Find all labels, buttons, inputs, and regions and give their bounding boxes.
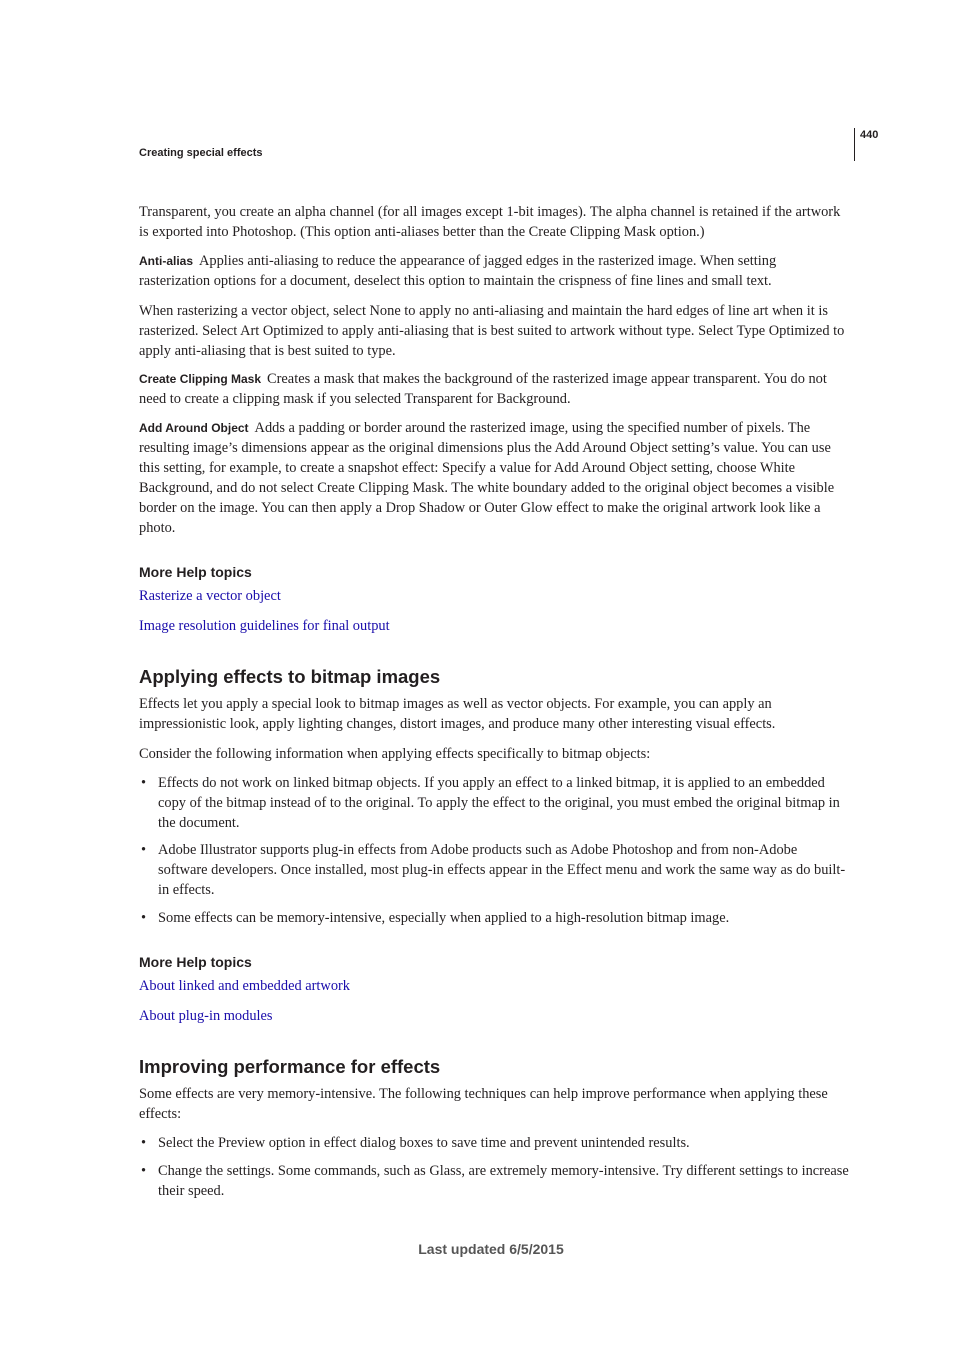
bitmap-bullet-list-2 (139, 840, 849, 900)
clipping-mask-definition (139, 369, 849, 409)
definition-text: Adds a padding or border around the rasterized image, using the specified number of pixels. The resulting image’s dimensions appear as the original dimensions plus the Add Around Object setting’s value. You can use this setting, for example, to create a snapshot effect: Specify a value for Add Around Object setting, choose White Background, and do not select Create Clipping Mask. The white boundary added to the original object becomes a visible border on the image. You can then apply a Drop Shadow or Outer Glow effect to make the original artwork look like a photo. (139, 420, 835, 536)
paragraph-text: Some effects are very memory-intensive. The following techniques can help improve performance when applying these effects: (139, 1086, 828, 1122)
page-number: 440 (860, 129, 879, 141)
bullet-glyph: • (141, 910, 147, 926)
performance-bullet-list-2 (139, 1161, 849, 1201)
bullet-glyph: • (141, 842, 147, 858)
bullet-glyph: • (141, 775, 147, 791)
header-divider (854, 128, 855, 161)
list-item-text: Some effects can be memory-intensive, especially when applied to a high-resolution bitmap image. (158, 910, 730, 926)
term-anti-alias: Anti-alias (139, 254, 194, 268)
definition-text: Creates a mask that makes the background of the rasterized image appear transparent. You do not need to create a clipping mask if you selected Transparent for Background. (139, 371, 827, 407)
link-image-resolution-guidelines[interactable]: Image resolution guidelines for final output (139, 618, 390, 634)
list-item-text: Change the settings. Some commands, such as Glass, are extremely memory-intensive. Try different settings to increase their speed. (158, 1163, 849, 1199)
bullet-glyph: • (141, 1163, 147, 1179)
term-create-clipping-mask: Create Clipping Mask (139, 372, 262, 386)
link-linked-embedded-artwork[interactable]: About linked and embedded artwork (139, 978, 351, 994)
performance-intro-paragraph (139, 1084, 849, 1124)
more-help-heading: More Help topics (139, 954, 252, 970)
link-rasterize-vector-object[interactable]: Rasterize a vector object (139, 588, 281, 604)
bitmap-bullet-list (139, 773, 849, 833)
list-item (139, 840, 849, 900)
bitmap-bullet-list-3 (139, 908, 849, 928)
transparent-paragraph (139, 202, 849, 242)
anti-alias-definition (139, 251, 849, 291)
footer-last-updated: Last updated 6/5/2015 (418, 1241, 564, 1257)
link-plug-in-modules[interactable]: About plug-in modules (139, 1008, 273, 1024)
paragraph-text: Consider the following information when applying effects specifically to bitmap objects: (139, 746, 651, 762)
definition-text: Applies anti-aliasing to reduce the appearance of jagged edges in the rasterized image. When setting rasterization options for a document, deselect this option to maintain the crispness of fine lines and small text. (139, 253, 777, 289)
more-help-heading: More Help topics (139, 564, 252, 580)
running-head: Creating special effects (139, 147, 263, 159)
bitmap-consider-paragraph (139, 744, 849, 764)
list-item (139, 773, 849, 833)
paragraph-text: Transparent, you create an alpha channel (for all images except 1-bit images). The alpha channel is retained if the artwork is exported into Photoshop. (This option anti-aliases better than the Create Clipping Mask option.) (139, 204, 841, 240)
rasterize-paragraph (139, 301, 849, 361)
bitmap-intro-paragraph (139, 694, 849, 734)
list-item-text: Effects do not work on linked bitmap objects. If you apply an effect to a linked bitmap, it is applied to an embedded copy of the bitmap instead of to the original. To apply the effect to the original, you must embed the original bitmap in the document. (158, 775, 840, 831)
bullet-glyph: • (141, 1135, 147, 1151)
list-item (139, 1161, 849, 1201)
paragraph-text: When rasterizing a vector object, select None to apply no anti-aliasing and maintain the hard edges of line art when it is rasterized. Select Art Optimized to apply anti-aliasing that is best suited to artwork without type. Select Type Optimized to apply anti-aliasing that is best suited to type. (139, 303, 845, 359)
list-item-text: Adobe Illustrator supports plug-in effects from Adobe products such as Adobe Photoshop and from non-Adobe software developers. Once installed, most plug-in effects appear in the Effect menu and work the same way as do built-in effects. (158, 842, 846, 898)
list-item (139, 908, 849, 928)
paragraph-text: Effects let you apply a special look to bitmap images as well as vector objects. For example, you can apply an impressionistic look, apply lighting changes, distort images, and produce many other interesting visual effects. (139, 696, 776, 732)
list-item (139, 1133, 849, 1153)
list-item-text: Select the Preview option in effect dialog boxes to save time and prevent unintended results. (158, 1135, 690, 1151)
performance-bullet-list (139, 1133, 849, 1153)
add-around-object-definition (139, 418, 849, 538)
section-heading-bitmap: Applying effects to bitmap images (139, 666, 441, 687)
section-heading-performance: Improving performance for effects (139, 1056, 441, 1077)
term-add-around-object: Add Around Object (139, 421, 249, 435)
